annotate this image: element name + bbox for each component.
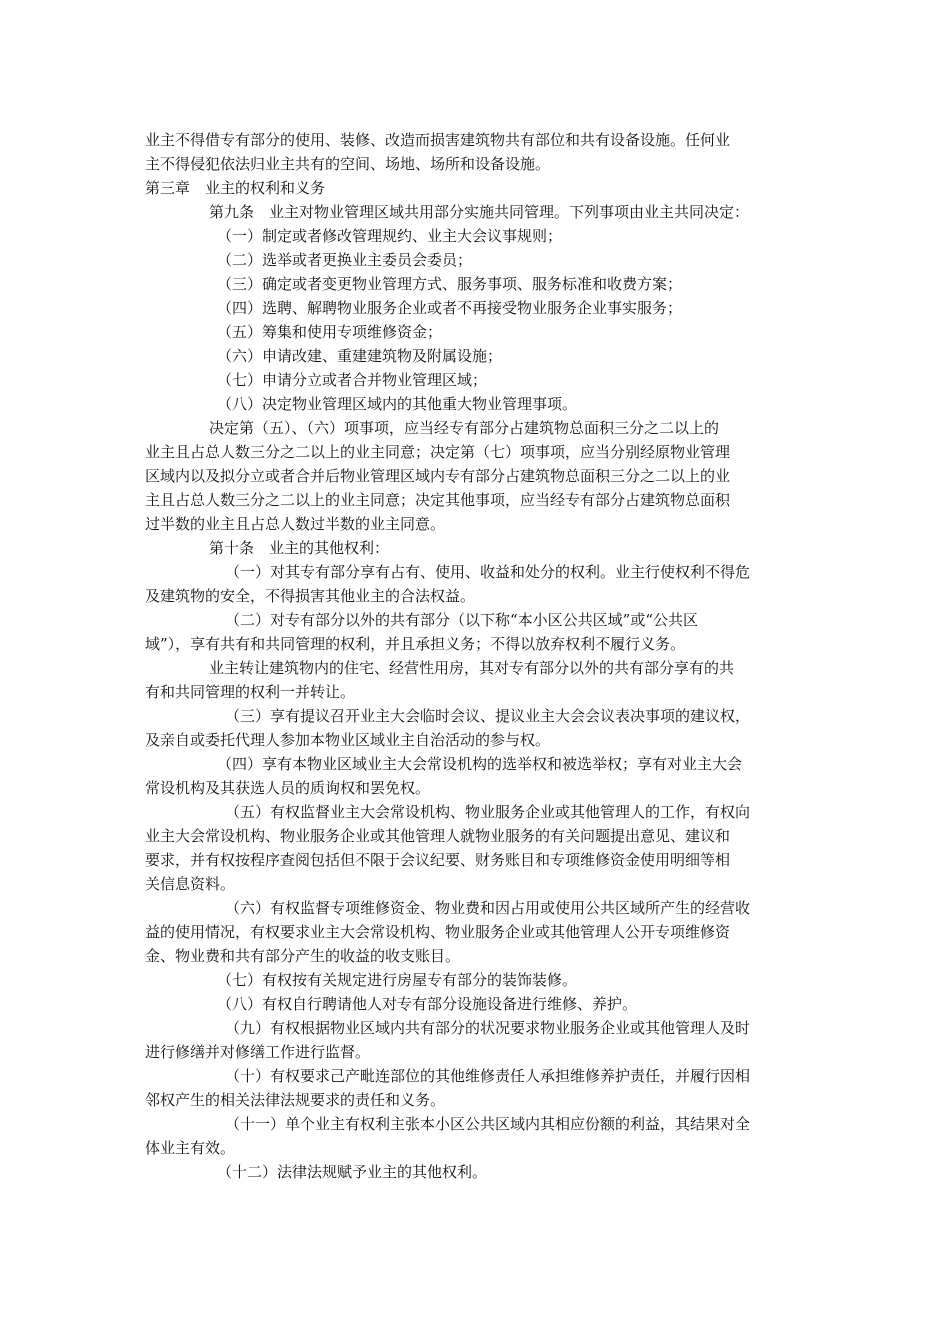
list-item: （七）申请分立或者合并物业管理区域； <box>217 371 488 389</box>
text-line: 业主不得借专有部分的使用、装修、改造而损害建筑物共有部位和共有设备设施。任何业 <box>145 131 731 149</box>
text-line: 业主转让建筑物内的住宅、经营性用房，其对专有部分以外的共有部分享有的共 <box>209 659 735 677</box>
list-item: （一）对其专有部分享有占有、使用、收益和处分的权利。业主行使权利不得危 <box>225 563 751 581</box>
list-item: （四）选聘、解聘物业服务企业或者不再接受物业服务企业事实服务； <box>217 299 683 317</box>
text-line: 及建筑物的安全，不得损害其他业主的合法权益。 <box>145 587 476 605</box>
text-line: 有和共同管理的权利一并转让。 <box>145 683 356 701</box>
text-line: 体业主有效。 <box>145 1139 236 1157</box>
list-item: （十）有权要求己产毗连部位的其他维修责任人承担维修养护责任，并履行因相 <box>225 1067 751 1085</box>
list-item: （四）享有本物业区域业主大会常设机构的选举权和被选举权；享有对业主大会 <box>217 755 743 773</box>
article-heading: 第十条 业主的其他权利： <box>209 539 390 557</box>
list-item: （二）对专有部分以外的共有部分（以下称“本小区公共区域”或“公共区 <box>225 611 699 629</box>
text-line: 决定第（五）、（六）项事项，应当经专有部分占建筑物总面积三分之二以上的 <box>209 419 720 437</box>
text-line: 主不得侵犯依法归业主共有的空间、场地、场所和设备设施。 <box>145 155 551 173</box>
text-line: 过半数的业主且占总人数过半数的业主同意。 <box>145 515 446 533</box>
document-page <box>145 128 805 1184</box>
text-line: 要求，并有权按程序查阅包括但不限于会议纪要、财务账目和专项维修资金使用明细等相 <box>145 851 731 869</box>
list-item: （二）选举或者更换业主委员会委员； <box>217 251 473 269</box>
list-item: （十二）法律法规赋予业主的其他权利。 <box>217 1163 488 1181</box>
list-item: （九）有权根据物业区域内共有部分的状况要求物业服务企业或其他管理人及时 <box>225 1019 751 1037</box>
list-item: （八）有权自行聘请他人对专有部分设施设备进行维修、养护。 <box>217 995 638 1013</box>
list-item: （一）制定或者修改管理规约、业主大会议事规则； <box>217 227 563 245</box>
list-item: （六）申请改建、重建建筑物及附属设施； <box>217 347 503 365</box>
text-line: 益的使用情况，有权要求业主大会常设机构、物业服务企业或其他管理人公开专项维修资 <box>145 923 731 941</box>
text-line: 区域内以及拟分立或者合并后物业管理区域内专有部分占建筑物总面积三分之二以上的业 <box>145 467 731 485</box>
text-line: 常设机构及其获选人员的质询权和罢免权。 <box>145 779 431 797</box>
text-line: 进行修缮并对修缮工作进行监督。 <box>145 1043 371 1061</box>
text-line: 域”），享有共有和共同管理的权利，并且承担义务；不得以放弃权利不履行义务。 <box>145 635 686 653</box>
list-item: （三）享有提议召开业主大会临时会议、提议业主大会会议表决事项的建议权， <box>225 707 751 725</box>
list-item: （七）有权按有关规定进行房屋专有部分的装饰装修。 <box>217 971 578 989</box>
list-item: （六）有权监督专项维修资金、物业费和因占用或使用公共区域所产生的经营收 <box>225 899 751 917</box>
list-item: （八）决定物业管理区域内的其他重大物业管理事项。 <box>217 395 578 413</box>
text-line: 主且占总人数三分之二以上的业主同意；决定其他事项，应当经专有部分占建筑物总面积 <box>145 491 731 509</box>
list-item: （三）确定或者变更物业管理方式、服务事项、服务标准和收费方案； <box>217 275 683 293</box>
text-line: 邻权产生的相关法律法规要求的责任和义务。 <box>145 1091 446 1109</box>
chapter-heading: 第三章 业主的权利和义务 <box>145 179 326 197</box>
list-item: （五）筹集和使用专项维修资金； <box>217 323 443 341</box>
list-item: （十一）单个业主有权利主张本小区公共区域内其相应份额的利益，其结果对全 <box>225 1115 751 1133</box>
text-line: 业主且占总人数三分之二以上的业主同意；决定第（七）项事项，应当分别经原物业管理 <box>145 443 731 461</box>
article-heading: 第九条 业主对物业管理区域共用部分实施共同管理。下列事项由业主共同决定： <box>209 203 750 221</box>
text-line: 金、物业费和共有部分产生的收益的收支账目。 <box>145 947 461 965</box>
text-line: 关信息资料。 <box>145 875 236 893</box>
text-line: 及亲自或委托代理人参加本物业区域业主自治活动的参与权。 <box>145 731 551 749</box>
text-line: 业主大会常设机构、物业服务企业或其他管理人就物业服务的有关问题提出意见、建议和 <box>145 827 731 845</box>
list-item: （五）有权监督业主大会常设机构、物业服务企业或其他管理人的工作，有权向 <box>225 803 751 821</box>
